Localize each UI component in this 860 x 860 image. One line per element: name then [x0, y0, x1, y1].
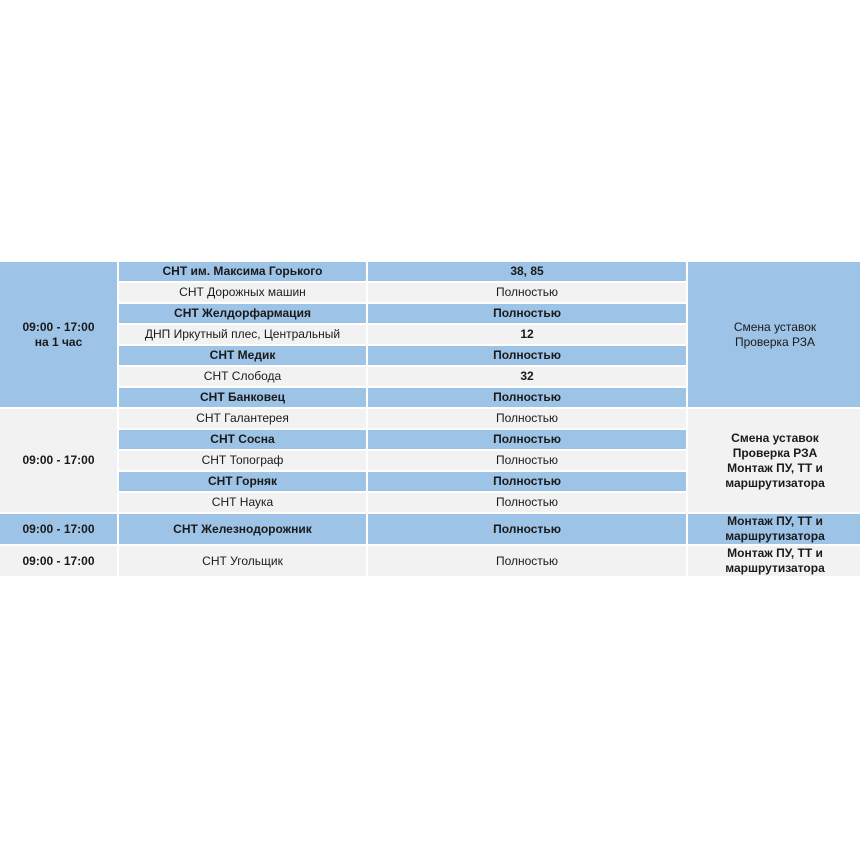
houses-cell: Полностью	[368, 514, 686, 544]
houses-cell: Полностью	[368, 493, 686, 512]
settlement-cell: СНТ Медик	[119, 346, 366, 365]
table-row	[0, 546, 860, 576]
houses-cell: Полностью	[368, 346, 686, 365]
settlement-cell: ДНП Иркутный плес, Центральный	[119, 325, 366, 344]
table-row	[0, 262, 860, 281]
time-cell: 09:00 - 17:00	[0, 514, 117, 544]
settlement-cell: СНТ Горняк	[119, 472, 366, 491]
settlement-cell: СНТ Угольщик	[119, 546, 366, 576]
settlement-cell: СНТ Слобода	[119, 367, 366, 386]
settlement-cell: СНТ Железнодорожник	[119, 514, 366, 544]
houses-cell: Полностью	[368, 472, 686, 491]
table-row	[0, 409, 860, 428]
houses-cell: 32	[368, 367, 686, 386]
time-cell: 09:00 - 17:00	[0, 546, 117, 576]
time-cell: 09:00 - 17:00	[0, 409, 117, 512]
houses-cell: 12	[368, 325, 686, 344]
settlement-cell: СНТ Топограф	[119, 451, 366, 470]
work-type-cell: Смена уставок Проверка РЗА	[688, 262, 860, 407]
houses-cell: Полностью	[368, 546, 686, 576]
houses-cell: Полностью	[368, 304, 686, 323]
houses-cell: Полностью	[368, 283, 686, 302]
outage-schedule-table	[0, 260, 860, 578]
work-type-cell: Монтаж ПУ, ТТ и маршрутизатора	[688, 514, 860, 544]
work-type-cell: Монтаж ПУ, ТТ и маршрутизатора	[688, 546, 860, 576]
time-cell: 09:00 - 17:00 на 1 час	[0, 262, 117, 407]
houses-cell: 38, 85	[368, 262, 686, 281]
work-type-cell: Смена уставок Проверка РЗА Монтаж ПУ, ТТ и маршрутизатора	[688, 409, 860, 512]
houses-cell: Полностью	[368, 388, 686, 407]
settlement-cell: СНТ Наука	[119, 493, 366, 512]
settlement-cell: СНТ Сосна	[119, 430, 366, 449]
houses-cell: Полностью	[368, 451, 686, 470]
houses-cell: Полностью	[368, 409, 686, 428]
settlement-cell: СНТ им. Максима Горького	[119, 262, 366, 281]
settlement-cell: СНТ Дорожных машин	[119, 283, 366, 302]
settlement-cell: СНТ Желдорфармация	[119, 304, 366, 323]
settlement-cell: СНТ Банковец	[119, 388, 366, 407]
houses-cell: Полностью	[368, 430, 686, 449]
settlement-cell: СНТ Галантерея	[119, 409, 366, 428]
table-row	[0, 514, 860, 544]
